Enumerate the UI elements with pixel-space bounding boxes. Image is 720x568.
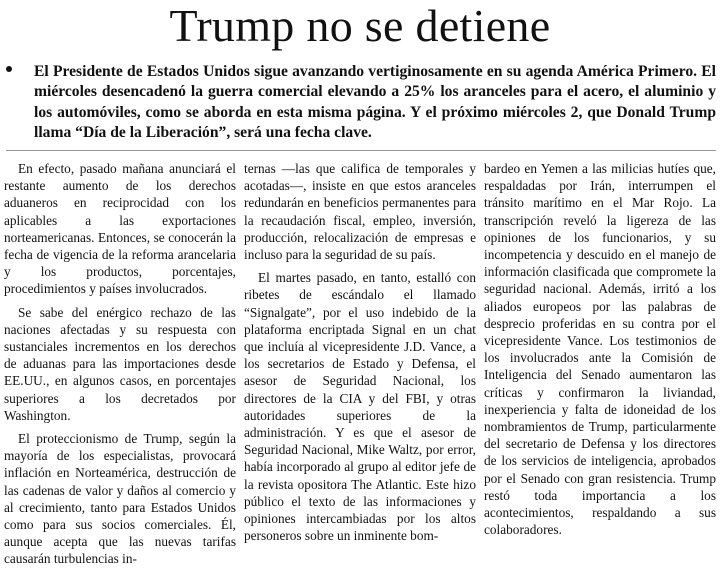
column-1-paragraph-3: El proteccionismo de Trump, según la mayoría de los especialistas, provocará inflación en Norteamérica, destrucción de las cadenas de valor y daños al comercio y al crecimiento, tanto para Estados Unidos como para sus socios comerciales. Él, aunque acepta que las nuevas tarifas causarán turbulencias in-: [4, 431, 236, 567]
column-2-paragraph-1: ternas —las que califica de temporales y acotadas—, insiste en que estos aranceles redundarán en beneficios permanentes para la recaudación fiscal, empleo, inversión, producción, relocalización de empresas e incluso para la seguridad de su país.: [244, 161, 476, 263]
column-3: [484, 160, 716, 538]
bullet-icon: [6, 66, 12, 72]
headline: Trump no se detiene: [169, 0, 551, 51]
column-2-paragraph-2: El martes pasado, en tanto, estalló con ribetes de escándalo el llamado “Signalgate”, por el uso indebido de la plataforma encriptada Signal en un chat que incluía al vicepresidente J.D. Vance, a los secretarios de Estado y Defensa, el asesor de Seguridad Nacional, los directores de la CIA y del FBI, y otras autoridades superiores de la administración. Y es que el asesor de Seguridad Nacional, Mike Waltz, por error, había incorporado al grupo al editor jefe de la revista opositora The Atlantic. Este hizo público el texto de las informaciones y opiniones intercambiadas por los altos personeros sobre un inminente bom-: [244, 270, 476, 544]
column-2: [244, 160, 476, 544]
lead-text: El Presidente de Estados Unidos sigue avanzando vertiginosamente en su agenda América Primero. El miércoles desencadenó la guerra comercial elevando a 25% los aranceles para el acero, el aluminio y los automóviles, como se aborda en esta misma página. Y el próximo miércoles 2, que Donald Trump llama “Día de la Liberación”, será una fecha clave.: [34, 63, 716, 141]
column-1: [4, 160, 236, 567]
article-columns: [4, 160, 716, 567]
column-1-paragraph-1: En efecto, pasado mañana anunciará el restante aumento de los derechos aduaneros en reciprocidad con los aplicables a las exportaciones norteamericanas. Entonces, se conocerán la fecha de vigencia de la reforma arancelaria y los productos, porcentajes, procedimientos y países involucrados.: [4, 161, 236, 297]
lead-paragraph: [16, 62, 716, 152]
column-1-paragraph-2: Se sabe del enérgico rechazo de las naciones afectadas y su respuesta con sustanciales incrementos en los derechos de aduanas para las importaciones desde EE.UU., en algunos casos, en porcentajes superiores a los decretados por Washington.: [4, 304, 236, 423]
divider: [6, 150, 716, 151]
column-3-paragraph-1: bardeo en Yemen a las milicias hutíes que, respaldadas por Irán, interrumpen el tránsito marítimo en el Mar Rojo. La transcripción reveló la ligereza de las opiniones de los funcionarios, y su incompetencia y descuido en el manejo de información clasificada que compromete la seguridad nacional. Además, irritó a los aliados europeos por las palabras de desprecio proferidas en su contra por el vicepresidente Vance. Los testimonios de los involucrados ante la Comisión de Inteligencia del Senado aumentaron las críticas y confirmaron la liviandad, inexperiencia y falta de idoneidad de los nombramientos de Trump, particularmente del secretario de Defensa y los directores de los servicios de inteligencia, aprobados por el Senado con gran resistencia. Trump restó toda importancia a los acontecimientos, respaldando a sus colaboradores.: [484, 161, 716, 538]
